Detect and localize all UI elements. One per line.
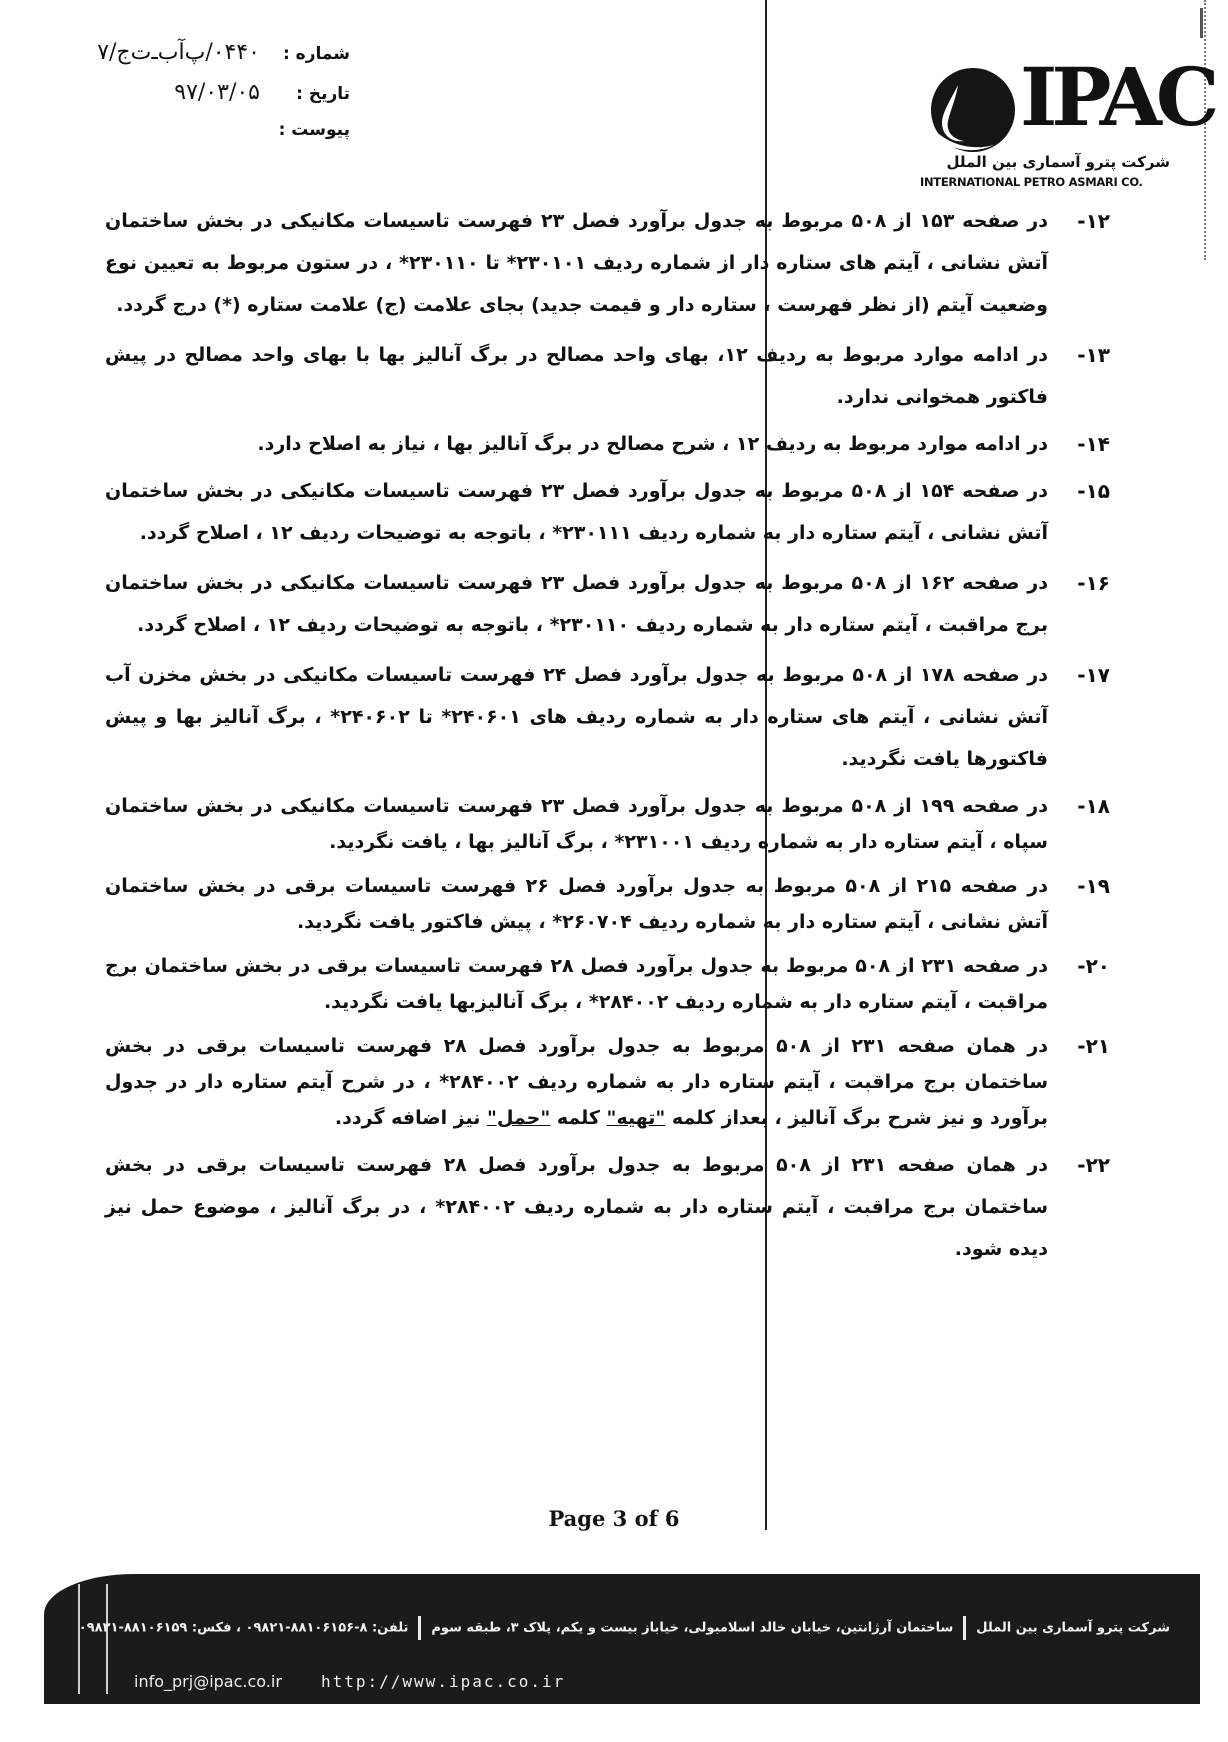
item-number: ۱۶- bbox=[1077, 571, 1110, 595]
letter-date-value: ۹۷/۰۳/۰۵ bbox=[174, 80, 260, 105]
footer-company: شرکت پترو آسماری بین الملل bbox=[976, 1620, 1170, 1636]
list-item bbox=[105, 562, 1110, 646]
underlined-word: "حمل" bbox=[487, 1107, 551, 1129]
logo-name-en: INTERNATIONAL PETRO ASMARI CO. bbox=[920, 175, 1143, 189]
item-text: در صفحه ۱۵۴ از ۵۰۸ مربوط به جدول برآورد فصل ۲۳ فهرست تاسیسات مکانیکی در بخش ساختمان آتش نشانی ، آیتم ستاره دار به شماره ردیف ۲۳۰۱۱۱* ، باتوجه به توضیحات ردیف ۱۲ ، اصلاح گردد. bbox=[105, 480, 1048, 544]
footer-contact-line bbox=[134, 1672, 599, 1691]
item-text: در صفحه ۲۳۱ از ۵۰۸ مربوط به جدول برآورد فصل ۲۸ فهرست تاسیسات برقی در بخش ساختمان برج مراقبت ، آیتم ستاره دار به شماره ردیف ۲۸۴۰۰۲* ، برگ آنالیزبها یافت نگردید. bbox=[105, 955, 1049, 1013]
letter-attachment-row bbox=[80, 120, 350, 160]
list-item bbox=[105, 948, 1110, 1020]
item-number: ۲۱- bbox=[1077, 1034, 1110, 1058]
item-text-part: نیز اضافه گردد. bbox=[334, 1107, 488, 1129]
letterhead-footer bbox=[44, 1574, 1200, 1704]
letter-meta bbox=[80, 40, 350, 160]
item-number: ۱۸- bbox=[1077, 794, 1110, 818]
item-number: ۱۴- bbox=[1077, 432, 1110, 456]
footer-separator bbox=[418, 1616, 421, 1640]
letter-number-row bbox=[80, 40, 350, 80]
letter-attachment-label: پیوست : bbox=[278, 120, 350, 140]
item-number: ۲۰- bbox=[1077, 954, 1110, 978]
underlined-word: "تهیه" bbox=[606, 1107, 666, 1129]
oil-drop-icon bbox=[928, 65, 1018, 155]
item-text: در صفحه ۱۶۲ از ۵۰۸ مربوط به جدول برآورد فصل ۲۳ فهرست تاسیسات مکانیکی در بخش ساختمان برج مراقبت ، آیتم ستاره دار به شماره ردیف ۲۳۰۱۱۰* ، باتوجه به توضیحات ردیف ۱۲ ، اصلاح گردد. bbox=[105, 572, 1048, 636]
page-number: Page 3 of 6 bbox=[548, 1506, 680, 1531]
footer-website[interactable]: http://www.ipac.co.ir bbox=[320, 1672, 566, 1691]
item-number: ۱۷- bbox=[1077, 663, 1110, 687]
item-number: ۱۲- bbox=[1077, 209, 1110, 233]
letter-date-label: تاریخ : bbox=[296, 84, 350, 104]
footer-separator bbox=[963, 1616, 966, 1640]
list-item bbox=[105, 1144, 1110, 1270]
item-text: در ادامه موارد مربوط به ردیف ۱۲ ، شرح مصالح در برگ آنالیز بها ، نیاز به اصلاح دارد. bbox=[257, 433, 1048, 455]
footer-phone: تلفن: ۸-۸۸۱۰۶۱۵۶-۰۹۸۲۱ ، فکس: ۸۸۱۰۶۱۵۹-۰۹۸۲۱ bbox=[78, 1620, 409, 1636]
footer-address-line bbox=[79, 1616, 1170, 1640]
scan-edge-mark bbox=[1200, 8, 1203, 38]
letter-number-label: شماره : bbox=[282, 44, 350, 64]
company-logo bbox=[920, 45, 1214, 195]
item-number: ۱۳- bbox=[1077, 343, 1110, 367]
list-item bbox=[105, 426, 1110, 462]
list-item bbox=[105, 788, 1110, 860]
item-number: ۱۵- bbox=[1077, 479, 1110, 503]
item-text: در صفحه ۱۵۳ از ۵۰۸ مربوط به جدول برآورد فصل ۲۳ فهرست تاسیسات مکانیکی در بخش ساختمان آتش نشانی ، آیتم های ستاره دار از شماره ردیف ۲۳۰۱۰۱* تا ۲۳۰۱۱۰* ، در ستون مربوط به تعیین نوع وضعیت آیتم (از نظر فهرست ، ستاره دار و قیمت جدید) بجای علامت (ج) علامت ستاره (*) درج گردد. bbox=[105, 210, 1048, 316]
list-item bbox=[105, 470, 1110, 554]
list-item bbox=[105, 654, 1110, 780]
list-item bbox=[105, 868, 1110, 940]
item-text: در ادامه موارد مربوط به ردیف ۱۲، بهای واحد مصالح در برگ آنالیز بها با بهای واحد مصالح در پیش فاکتور همخوانی ندارد. bbox=[105, 344, 1049, 408]
logo-wordmark: IPAC bbox=[1020, 50, 1214, 144]
item-text: در صفحه ۱۷۸ از ۵۰۸ مربوط به جدول برآورد فصل ۲۴ فهرست تاسیسات مکانیکی در بخش مخزن آب آتش نشانی ، آیتم های ستاره دار به شماره ردیف های ۲۴۰۶۰۱* تا ۲۴۰۶۰۲* ، برگ آنالیز بها و پیش فاکتورها یافت نگردید. bbox=[105, 664, 1048, 770]
item-number: ۱۹- bbox=[1077, 874, 1110, 898]
list-item bbox=[105, 334, 1110, 418]
footer-address: ساختمان آرژانتین، خیابان خالد اسلامبولی، خیاباز بیست و یکم، پلاک ۳، طبقه سوم bbox=[431, 1620, 954, 1636]
item-text bbox=[105, 1028, 1048, 1136]
footer-email[interactable]: info_prj@ipac.co.ir bbox=[134, 1672, 282, 1691]
list-item bbox=[105, 1028, 1110, 1136]
item-text: در همان صفحه ۲۳۱ از ۵۰۸ مربوط به جدول برآورد فصل ۲۸ فهرست تاسیسات برقی در بخش ساختمان برج مراقبت ، آیتم ستاره دار به شماره ردیف ۲۸۴۰۰۲* ، در برگ آنالیز ، موضوع حمل نیز دیده شود. bbox=[105, 1154, 1049, 1260]
item-text: در صفحه ۲۱۵ از ۵۰۸ مربوط به جدول برآورد فصل ۲۶ فهرست تاسیسات برقی در بخش ساختمان آتش نشانی ، آیتم ستاره دار به شماره ردیف ۲۶۰۷۰۴* ، پیش فاکتور یافت نگردید. bbox=[105, 875, 1048, 933]
item-text-part: در همان صفحه ۲۳۱ از ۵۰۸ مربوط به جدول برآورد فصل ۲۸ فهرست تاسیسات برقی در بخش ساختمان برج مراقبت ، آیتم ستاره دار به شماره ردیف ۲۸۴۰۰۲* ، در شرح آیتم ستاره دار در جدول برآورد و نیز شرح برگ آنالیز ، بعداز کلمه bbox=[105, 1035, 1049, 1129]
logo-name-fa: شرکت پترو آسماری بین الملل bbox=[946, 153, 1170, 171]
item-number: ۲۲- bbox=[1077, 1153, 1110, 1177]
letter-number-value: ۰۴۴۰/پ‌آ‌ب‌ـ‌ت‌ج/۷ bbox=[97, 40, 260, 65]
item-text-part: کلمه bbox=[550, 1107, 607, 1129]
list-item bbox=[105, 200, 1110, 326]
letter-body bbox=[105, 200, 1110, 1278]
letter-date-row bbox=[80, 80, 350, 120]
item-text: در صفحه ۱۹۹ از ۵۰۸ مربوط به جدول برآورد فصل ۲۳ فهرست تاسیسات مکانیکی در بخش ساختمان سپاه ، آیتم ستاره دار به شماره ردیف ۲۳۱۰۰۱* ، برگ آنالیز بها ، یافت نگردید. bbox=[105, 795, 1048, 853]
